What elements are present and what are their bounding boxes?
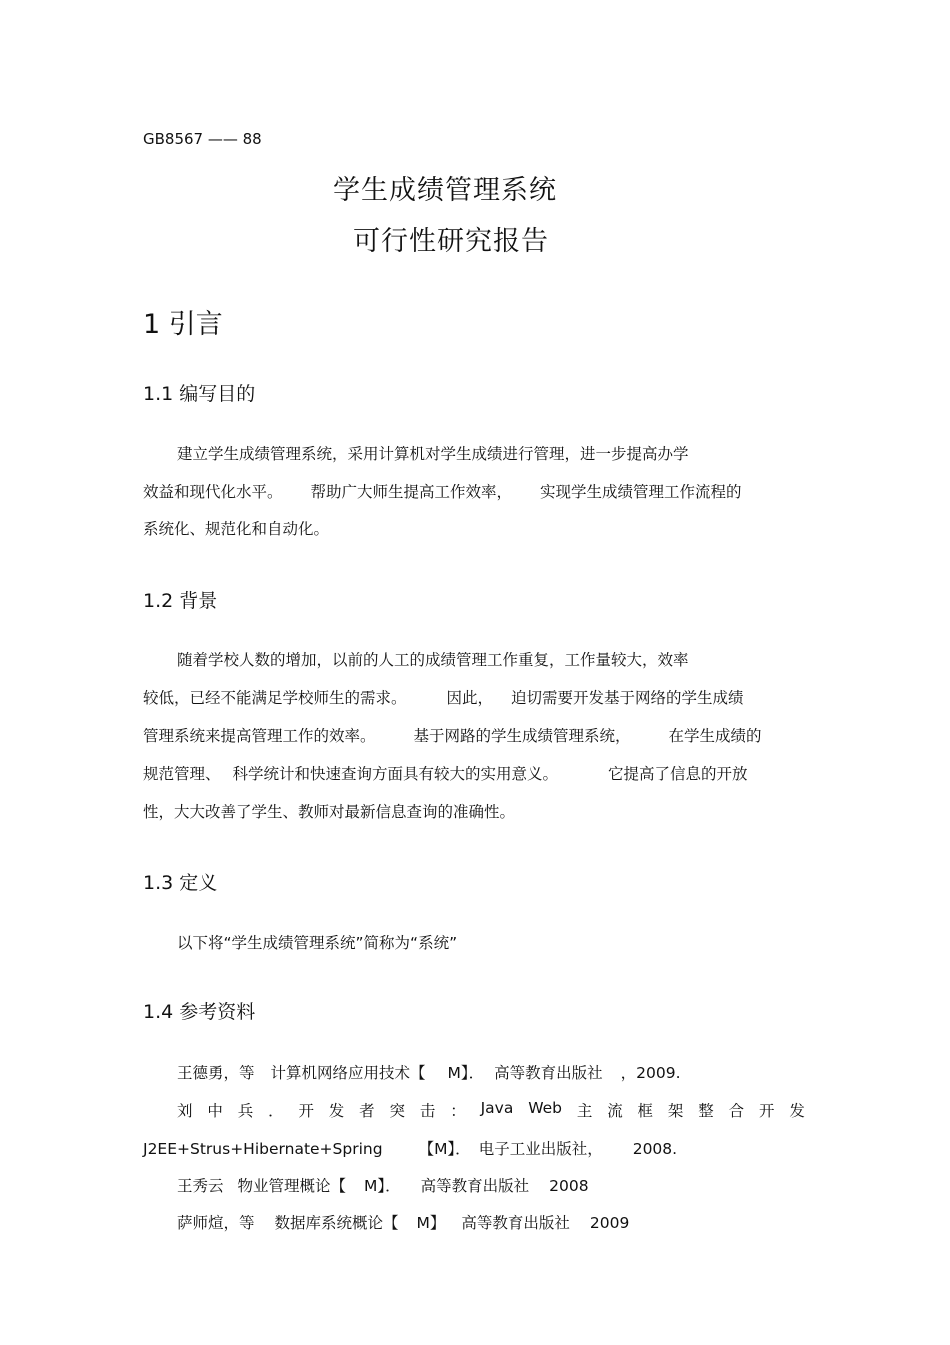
ref-year: 2008	[549, 1177, 589, 1195]
ref-char: 框	[637, 1102, 654, 1120]
ref-title: 物业管理概论【	[237, 1177, 347, 1195]
reference-item	[177, 1174, 589, 1196]
text-segment: 管理系统来提高管理工作的效率。	[143, 727, 376, 745]
paragraph-line	[143, 724, 762, 746]
text-segment: 在学生成绩的	[668, 727, 762, 745]
ref-char: 发	[789, 1102, 805, 1120]
text-segment: 基于网路的学生成绩管理系统，	[413, 727, 631, 745]
reference-item	[177, 1211, 629, 1233]
section-1-2-heading: 1.2 背景	[143, 590, 218, 612]
text-segment: 较低，已经不能满足学校师生的需求。	[143, 689, 407, 707]
ref-char: 合	[728, 1102, 745, 1120]
ref-type: 【M】．	[418, 1140, 471, 1158]
ref-title: 计算机网络应用技术【	[270, 1064, 426, 1082]
ref-char: 中	[207, 1102, 223, 1120]
definition-text: 以下将“学生成绩管理系统”简称为“系统”	[177, 934, 458, 952]
section-1-1-heading: 1.1 编写目的	[143, 383, 256, 405]
ref-char: 刘	[177, 1102, 193, 1120]
section-1-heading: 1 引言	[143, 309, 223, 340]
ref-char: 流	[607, 1102, 623, 1120]
reference-item	[177, 1061, 681, 1083]
reference-item	[177, 1099, 805, 1121]
ref-publisher: 高等教育出版社	[494, 1064, 603, 1082]
ref-year: ，2009.	[620, 1064, 681, 1082]
ref-author: 萨师煊，等	[177, 1214, 255, 1232]
ref-author: 王秀云	[177, 1177, 224, 1195]
text-segment: 科学统计和快速查询方面具有较大的实用意义。	[232, 765, 559, 783]
ref-char: 突	[389, 1102, 406, 1120]
ref-char: 架	[667, 1102, 684, 1120]
text-segment: 它提高了信息的开放	[608, 765, 748, 783]
ref-title: 数据库系统概论【	[274, 1214, 399, 1232]
ref-year: 2008.	[632, 1140, 678, 1158]
section-1-4-heading: 1.4 参考资料	[143, 1001, 256, 1023]
ref-type: M】．	[447, 1064, 485, 1082]
ref-char: 发	[328, 1102, 345, 1120]
text-segment: 实现学生成绩管理工作流程的	[540, 483, 742, 501]
ref-publisher: 高等教育出版社	[420, 1177, 530, 1195]
ref-title: J2EE+Strus+Hibernate+Spring	[143, 1140, 383, 1158]
paragraph-line	[143, 686, 744, 708]
paragraph-line: 建立学生成绩管理系统，采用计算机对学生成绩进行管理，进一步提高办学	[177, 445, 689, 463]
paragraph-line	[143, 762, 748, 784]
doc-title-line2: 可行性研究报告	[353, 226, 549, 257]
ref-char: 开	[758, 1102, 775, 1120]
ref-char: 主	[576, 1102, 593, 1120]
ref-char: 兵	[237, 1102, 254, 1120]
section-1-3-heading: 1.3 定义	[143, 872, 218, 894]
ref-char: ．	[268, 1102, 284, 1120]
ref-type: M】	[416, 1214, 446, 1232]
text-segment: 帮助广大师生提高工作效率，	[310, 483, 513, 501]
text-segment: 因此，	[446, 689, 494, 707]
ref-publisher: 高等教育出版社	[461, 1214, 570, 1232]
ref-char: ：	[450, 1102, 466, 1120]
standard-number: GB8567 —— 88	[143, 130, 262, 148]
ref-char: 者	[359, 1102, 375, 1120]
ref-year: 2009	[589, 1214, 630, 1232]
paragraph-line: 性，大大改善了学生、教师对最新信息查询的准确性。	[143, 803, 516, 821]
reference-item-continued	[143, 1137, 677, 1159]
ref-char: Web	[528, 1099, 562, 1117]
text-segment: 规范管理、	[143, 765, 221, 783]
text-segment: 效益和现代化水平。	[143, 483, 283, 501]
paragraph-line: 随着学校人数的增加，以前的人工的成绩管理工作重复，工作量较大，效率	[177, 651, 689, 669]
ref-char: 开	[298, 1102, 314, 1120]
doc-title-line1: 学生成绩管理系统	[333, 175, 557, 206]
ref-char: Java	[480, 1099, 514, 1117]
ref-type: M】．	[364, 1177, 401, 1195]
ref-char: 整	[698, 1102, 714, 1120]
ref-char: 击	[419, 1102, 436, 1120]
ref-author: 王德勇，等	[177, 1064, 255, 1082]
paragraph-line	[143, 480, 742, 502]
ref-publisher: 电子工业出版社，	[478, 1140, 603, 1158]
text-segment: 迫切需要开发基于网络的学生成绩	[511, 689, 744, 707]
paragraph-line: 系统化、规范化和自动化。	[143, 520, 330, 538]
